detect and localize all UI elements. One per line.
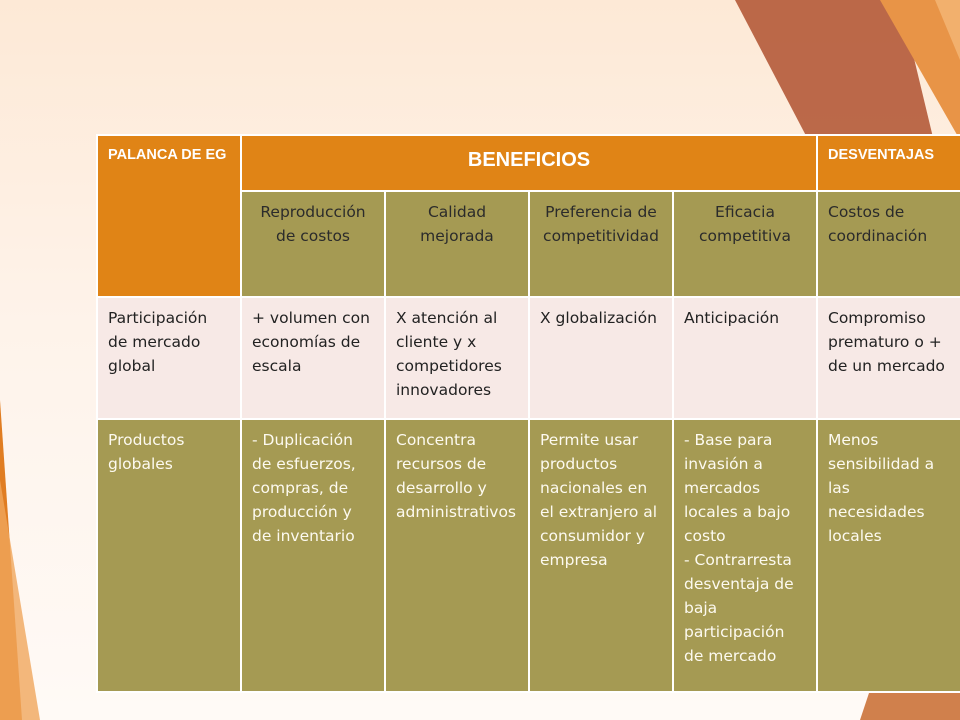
table-cell: X atención al cliente y x competidores innovadores [385,297,529,419]
header-desventajas: DESVENTAJAS [817,135,960,191]
table-row [97,419,960,692]
row-label: Participación de mercado global [97,297,241,419]
table-cell: Permite usar productos nacionales en el extranjero al consumidor y empresa [529,419,673,692]
table-cell: - Base para invasión a mercados locales a bajo costo - Contrarresta desventaja de baja participación de mercado [673,419,817,692]
header-palanca: PALANCA DE EG [97,135,241,297]
table-cell: - Duplicación de esfuerzos, compras, de producción y de inventario [241,419,385,692]
table-cell: Compromiso prematuro o + de un mercado [817,297,960,419]
subheader-cell: Calidad mejorada [385,191,529,297]
table-cell: Menos sensibilidad a las necesidades locales [817,419,960,692]
table-row [97,297,960,419]
subheader-cell: Eficacia competitiva [673,191,817,297]
header-beneficios: BENEFICIOS [241,135,817,191]
table-cell: Anticipación [673,297,817,419]
left-decor-shape-light [0,480,40,720]
subheader-cell: Reproducción de costos [241,191,385,297]
subheader-cell: Costos de coordinación [817,191,960,297]
table-cell: + volumen con economías de escala [241,297,385,419]
table-header-row [97,135,960,191]
row-label: Productos globales [97,419,241,692]
table-cell: Concentra recursos de desarrollo y administrativos [385,419,529,692]
comparison-table [96,134,960,693]
table-cell: X globalización [529,297,673,419]
subheader-cell: Preferencia de competitividad [529,191,673,297]
